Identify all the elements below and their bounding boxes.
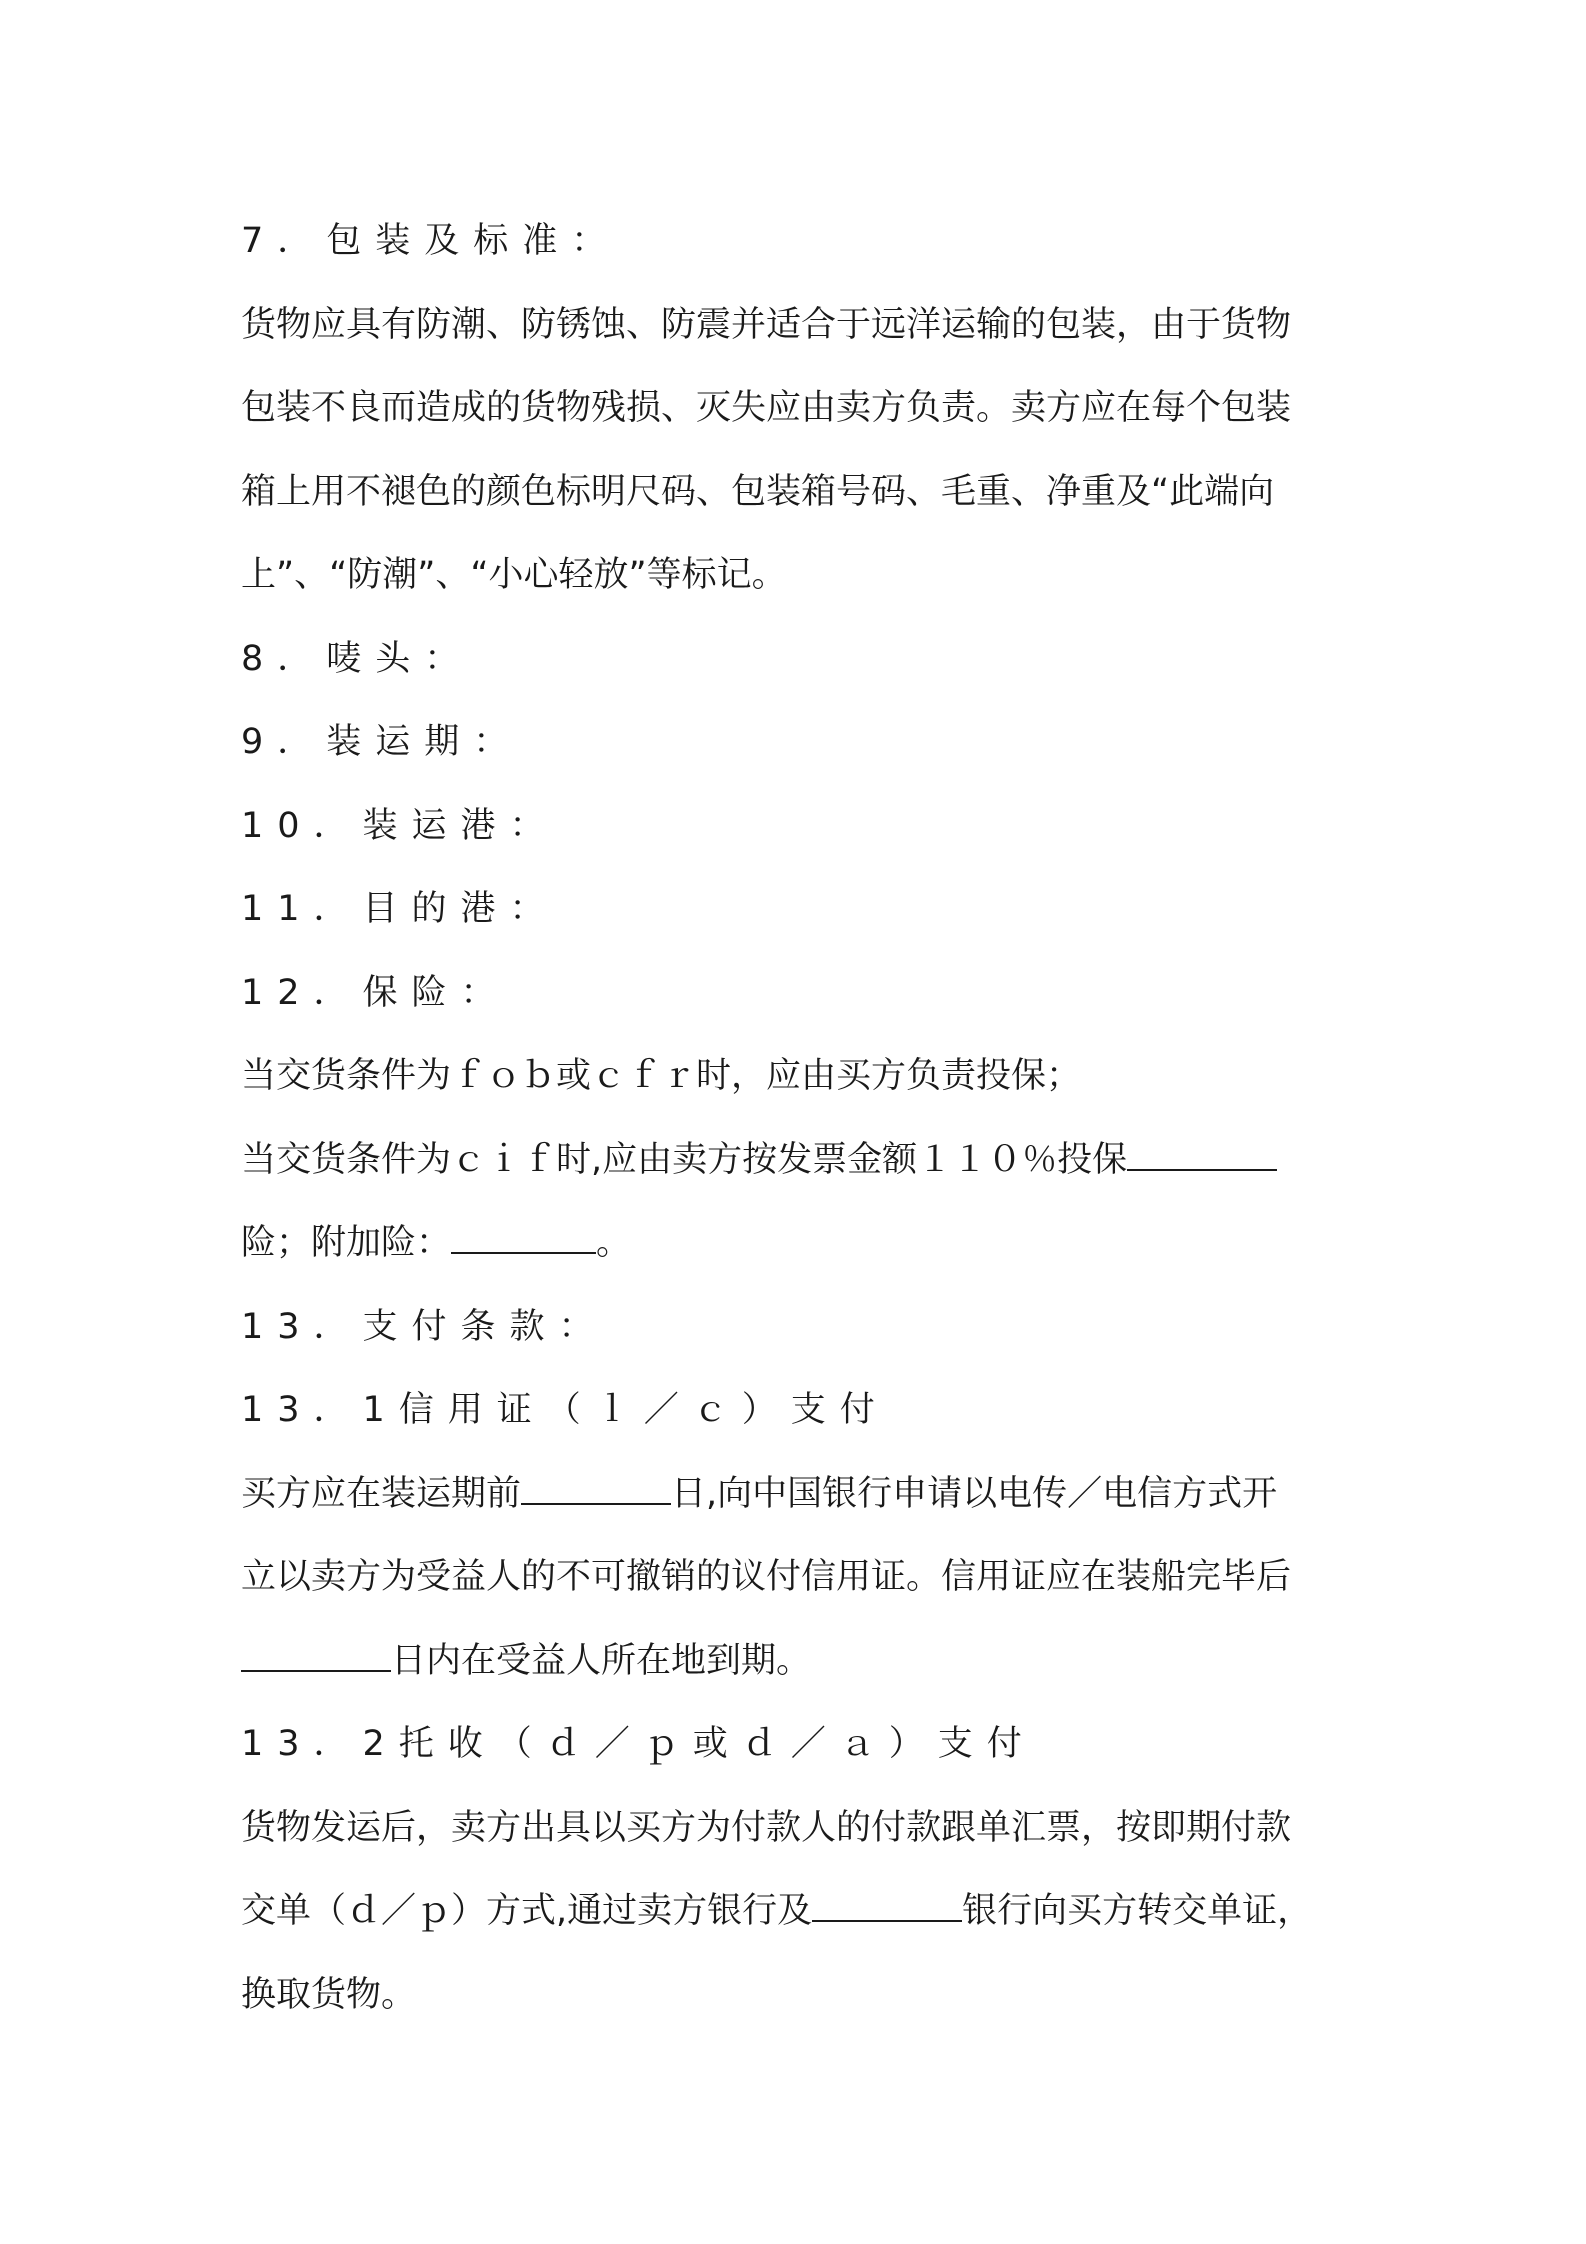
packaging-paragraph-line: 箱上用不褪色的颜色标明尺码、包装箱号码、毛重、净重及“此端向 xyxy=(241,471,1275,512)
section-heading-port-of-loading: 10．装运港： xyxy=(241,805,559,846)
letter-of-credit-text: 日,向中国银行申请以电传／电信方式开 xyxy=(671,1473,1278,1514)
document-page xyxy=(241,200,1361,2037)
section-heading-destination-port: 11．目的港： xyxy=(241,889,559,929)
collection-line: 换取货物。 xyxy=(241,1974,417,2015)
letter-of-credit-line xyxy=(241,1453,1361,1537)
insurance-line-text: 。 xyxy=(596,1223,632,1263)
fill-in-blank[interactable] xyxy=(521,1473,671,1505)
section-heading-insurance: 12．保险： xyxy=(241,972,510,1013)
section-heading-packaging: 7．包装及标准： xyxy=(241,221,621,261)
subsection-heading-letter-of-credit: 13．1信用证（ｌ／ｃ）支付 xyxy=(241,1390,889,1430)
letter-of-credit-line: 立以卖方为受益人的不可撤销的议付信用证。信用证应在装船完毕后 xyxy=(241,1557,1292,1597)
packaging-paragraph-line: 上”、“防潮”、“小心轻放”等标记。 xyxy=(241,555,787,595)
insurance-line-text: 险；附加险： xyxy=(241,1223,452,1263)
fill-in-blank[interactable] xyxy=(451,1222,596,1254)
insurance-line xyxy=(241,1202,1361,1286)
section-heading-shipment-period: 9．装运期： xyxy=(241,722,523,762)
fill-in-blank[interactable] xyxy=(812,1890,962,1922)
letter-of-credit-text: 日内在受益人所在地到期。 xyxy=(391,1640,812,1681)
fill-in-blank[interactable] xyxy=(1127,1139,1277,1171)
collection-text: 交单（ｄ／ｐ）方式,通过卖方银行及 xyxy=(241,1891,813,1931)
insurance-line-text: 当交货条件为ｃｉｆ时,应由卖方按发票金额１１０％投保 xyxy=(241,1139,1128,1180)
section-heading-marks: 8．唛头： xyxy=(241,638,474,679)
subsection-heading-collection: 13．2托收（ｄ／ｐ或ｄ／ａ）支付 xyxy=(241,1724,1036,1764)
section-heading-payment-terms: 13．支付条款： xyxy=(241,1306,608,1347)
letter-of-credit-line xyxy=(241,1620,1361,1704)
collection-line xyxy=(241,1870,1361,1954)
letter-of-credit-text: 买方应在装运期前 xyxy=(241,1473,522,1514)
insurance-line xyxy=(241,1119,1361,1203)
packaging-paragraph-line: 包装不良而造成的货物残损、灭失应由卖方负责。卖方应在每个包装 xyxy=(241,388,1292,428)
collection-line: 货物发运后，卖方出具以买方为付款人的付款跟单汇票，按即期付款 xyxy=(241,1807,1292,1848)
packaging-paragraph-line: 货物应具有防潮、防锈蚀、防震并适合于远洋运输的包装，由于货物 xyxy=(241,304,1292,345)
collection-text: 银行向买方转交单证， xyxy=(962,1891,1313,1931)
fill-in-blank[interactable] xyxy=(241,1640,391,1672)
insurance-line: 当交货条件为ｆｏｂ或ｃｆｒ时，应由买方负责投保； xyxy=(241,1056,1082,1096)
